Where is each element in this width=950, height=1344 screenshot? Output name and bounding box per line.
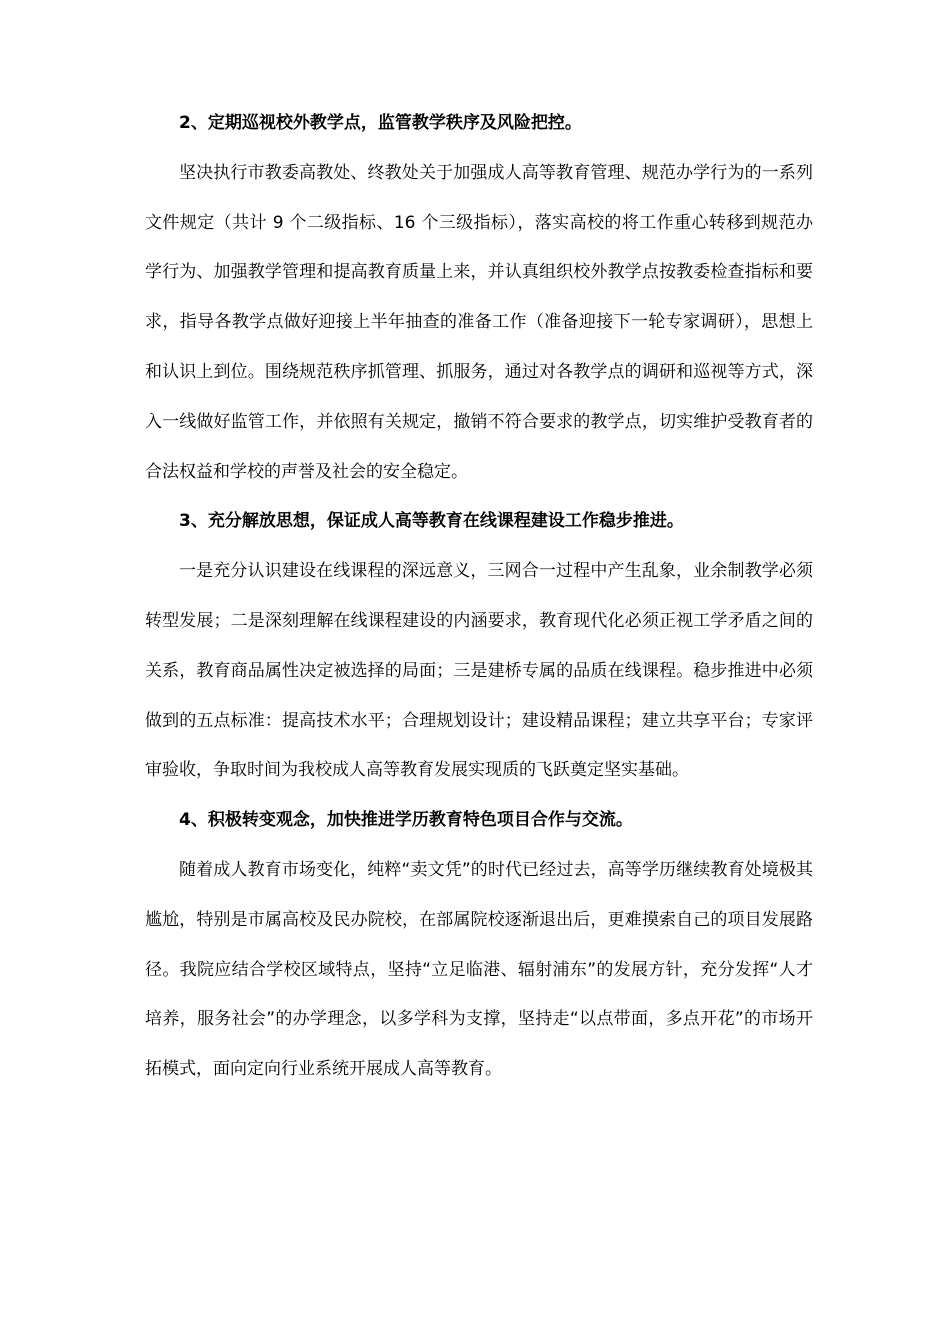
section-heading-4: 4、积极转变观念，加快推进学历教育特色项目合作与交流。 — [179, 810, 633, 831]
section-body-2: 坚决执行市教委高教处、终教处关于加强成人高等教育管理、规范办学行为的一系列文件规定（共计 9 个二级指标、16 个三级指标），落实高校的将工作重心转移到规范办学行为、加强教学管理和提高教育质量上来，并认真组织校外教学点按教委检查指标和要求，指导各教学点做好迎接上半年抽查的准备工作（准备迎接下一轮专家调研），思想上和认识上到位。围绕规范秩序抓管理、抓服务，通过对各教学点的调研和巡视等方式，深入一线做好监管工作，并依照有关规定，撤销不符合要求的教学点，切实维护受教育者的合法权益和学校的声誉及社会的安全稳定。 — [145, 162, 813, 482]
section-heading-3: 3、充分解放思想，保证成人高等教育在线课程建设工作稳步推进。 — [179, 511, 684, 532]
section-body-3: 一是充分认识建设在线课程的深远意义，三网合一过程中产生乱象，业余制教学必须转型发展；二是深刻理解在线课程建设的内涵要求，教育现代化必须正视工学矛盾之间的关系，教育商品属性决定被选择的局面；三是建桥专属的品质在线课程。稳步推进中必须做到的五点标准：提高技术水平；合理规划设计；建设精品课程；建立共享平台；专家评审验收，争取时间为我校成人高等教育发展实现质的飞跃奠定坚实基础。 — [145, 561, 813, 781]
section-heading-2: 2、定期巡视校外教学点，监管教学秩序及风险把控。 — [179, 113, 582, 133]
document-page — [145, 99, 813, 1095]
section-body-4: 随着成人教育市场变化，纯粹“卖文凭”的时代已经过去，高等学历继续教育处境极其尴尬，特别是市属高校及民办院校，在部属院校逐渐退出后，更难摸索自己的项目发展路径。我院应结合学校区域特点，坚持“立足临港、辐射浦东”的发展方针，充分发挥“人才培养，服务社会”的办学理念，以多学科为支撑，坚持走“以点带面，多点开花”的市场开拓模式，面向定向行业系统开展成人高等教育。 — [145, 859, 813, 1080]
